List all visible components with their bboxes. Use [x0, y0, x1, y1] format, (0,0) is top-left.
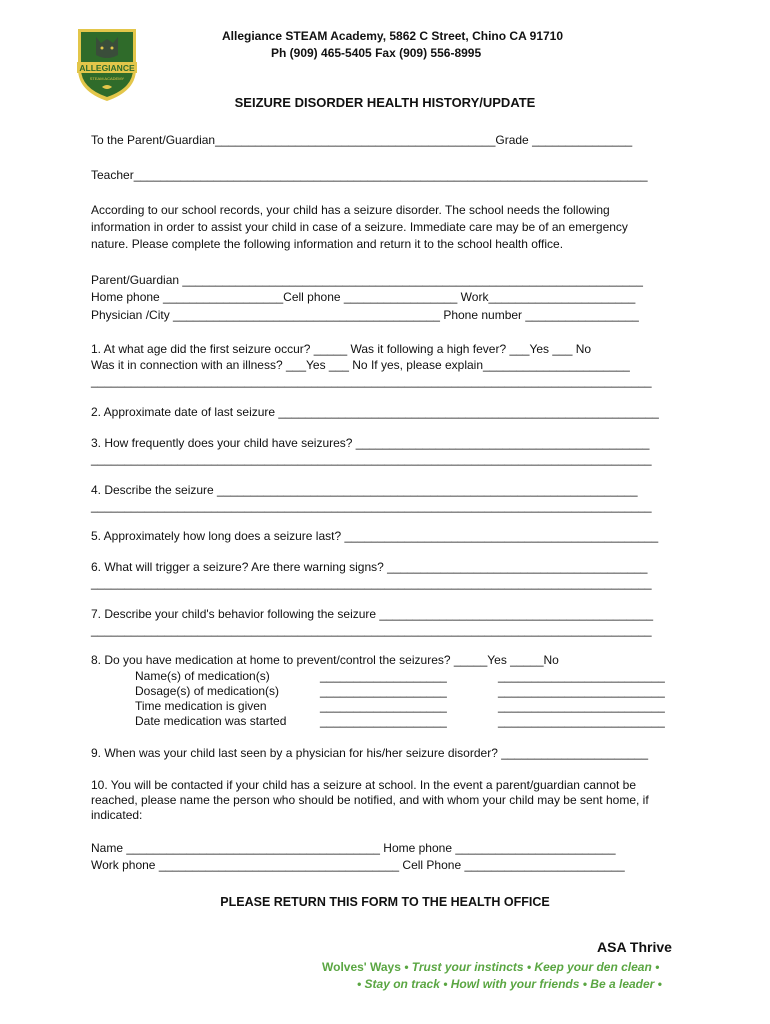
physician-line: Physician /City ________________________________________ Phone number _________________ — [91, 308, 639, 322]
question-10-line-3: indicated: — [91, 808, 143, 822]
return-instruction: PLEASE RETURN THIS FORM TO THE HEALTH OFFICE — [220, 895, 550, 909]
motto-line-2: • Stay on track • Howl with your friends • Be a leader • — [357, 977, 662, 991]
question-3: 3. How frequently does your child have seizures? ____________________________________________ — [91, 436, 650, 450]
medication-time-blank-a: ___________________ — [320, 699, 447, 713]
school-phone-fax: Ph (909) 465-5405 Fax (909) 556-8995 — [271, 46, 482, 60]
question-4-blank: ____________________________________________________________________________________ — [91, 499, 652, 513]
medication-name-blank-a: ___________________ — [320, 669, 447, 683]
question-1-illness: Was it in connection with an illness? ___Yes ___ No If yes, please explain______________________ — [91, 358, 630, 372]
medication-name-blank-b: _________________________ — [498, 669, 665, 683]
intro-text-1: According to our school records, your child has a seizure disorder. The school needs the following — [91, 203, 610, 217]
question-1-blank: ____________________________________________________________________________________ — [91, 374, 652, 388]
medication-dosage-blank-b: _________________________ — [498, 684, 665, 698]
question-10-line-1: 10. You will be contacted if your child has a seizure at school. In the event a parent/guardian cannot be — [91, 778, 637, 792]
logo-subtext: STEAM ACADEMY — [89, 76, 125, 81]
question-2: 2. Approximate date of last seizure _________________________________________________________ — [91, 405, 659, 419]
school-address: Allegiance STEAM Academy, 5862 C Street, Chino CA 91710 — [222, 29, 564, 43]
medication-time-blank-b: _________________________ — [498, 699, 665, 713]
question-8: 8. Do you have medication at home to prevent/control the seizures? _____Yes _____No — [91, 653, 559, 667]
medication-start-blank-a: ___________________ — [320, 714, 447, 728]
asa-thrive-heading: ASA Thrive — [597, 939, 672, 955]
phones-line: Home phone __________________Cell phone _________________ Work______________________ — [91, 290, 636, 304]
medication-name-label: Name(s) of medication(s) — [135, 669, 270, 683]
intro-text-3: nature. Please complete the following information and return it to the school health office. — [91, 237, 564, 251]
medication-dosage-blank-a: ___________________ — [320, 684, 447, 698]
wolves-ways-label: Wolves' Ways — [322, 960, 401, 974]
contact-name-line: Name ______________________________________ Home phone ________________________ — [91, 841, 616, 855]
question-4: 4. Describe the seizure _______________________________________________________________ — [91, 483, 638, 497]
medication-start-label: Date medication was started — [135, 714, 287, 728]
question-7: 7. Describe your child's behavior following the seizure _________________________________________ — [91, 607, 654, 621]
motto-line-1 — [322, 960, 659, 975]
question-9: 9. When was your child last seen by a physician for his/her seizure disorder? ______________________ — [91, 746, 649, 760]
teacher-line: Teacher_____________________________________________________________________________ — [91, 168, 648, 182]
parent-guardian-line: Parent/Guardian _____________________________________________________________________ — [91, 273, 643, 287]
medication-start-blank-b: _________________________ — [498, 714, 665, 728]
question-6: 6. What will trigger a seizure? Are there warning signs? _______________________________________ — [91, 560, 648, 574]
logo-text: ALLEGIANCE — [79, 63, 135, 73]
question-3-blank: ____________________________________________________________________________________ — [91, 452, 652, 466]
contact-work-phone-line: Work phone ____________________________________ Cell Phone ________________________ — [91, 858, 625, 872]
question-7-blank: ____________________________________________________________________________________ — [91, 623, 652, 637]
motto-line-1-text: • Trust your instincts • Keep your den clean • — [400, 960, 660, 974]
intro-text-2: information in order to assist your child in case of a seizure. Immediate care may be of an emergency — [91, 220, 628, 234]
parent-grade-line: To the Parent/Guardian__________________________________________Grade _______________ — [91, 133, 633, 147]
question-10-line-2: reached, please name the person who should be notified, and with whom your child may be sent home, if — [91, 793, 649, 807]
school-logo — [74, 25, 140, 103]
medication-time-label: Time medication is given — [135, 699, 267, 713]
question-1: 1. At what age did the first seizure occur? _____ Was it following a high fever? ___Yes ___ No — [91, 342, 592, 356]
medication-dosage-label: Dosage(s) of medication(s) — [135, 684, 280, 698]
page-title: SEIZURE DISORDER HEALTH HISTORY/UPDATE — [234, 95, 536, 110]
question-5: 5. Approximately how long does a seizure last? _______________________________________________ — [91, 529, 659, 543]
question-6-blank: ____________________________________________________________________________________ — [91, 576, 652, 590]
